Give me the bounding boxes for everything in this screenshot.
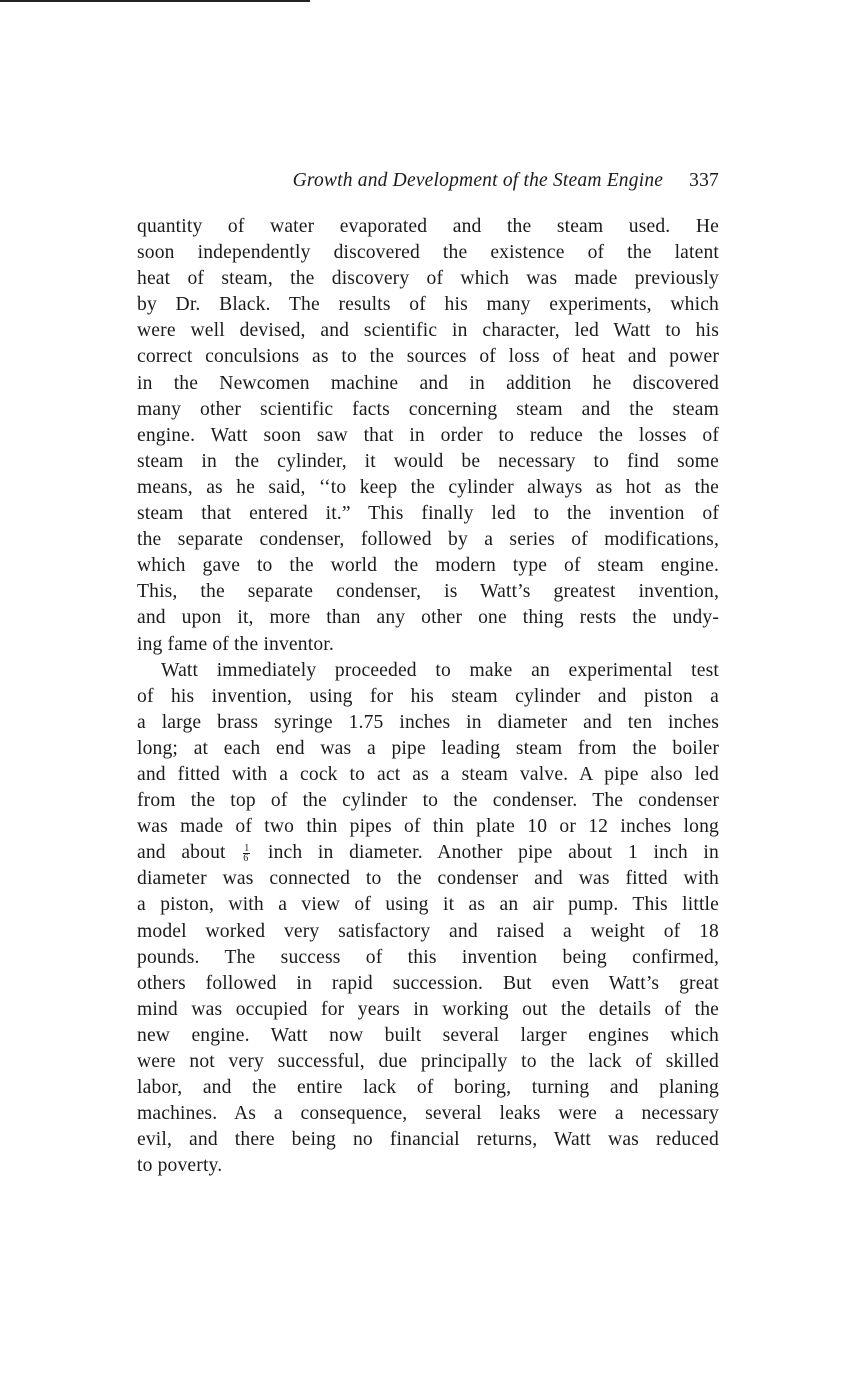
text-line: of his invention, using for his steam cylinder and piston a [137, 685, 719, 707]
text-line: engine. Watt soon saw that in order to reduce the losses of [137, 424, 719, 446]
text-line: by Dr. Black. The results of his many experiments, which [137, 294, 719, 316]
text-line: pounds. The success of this invention being confirmed, [137, 946, 719, 968]
text-line: and fitted with a cock to act as a steam valve. A pipe also led [137, 763, 719, 785]
text-line: model worked very satisfactory and raised a weight of 18 [137, 920, 719, 942]
fraction-line-before: and about [137, 842, 226, 864]
text-line: machines. As a consequence, several leaks were a necessary [137, 1103, 719, 1125]
text-line: to poverty. [137, 1155, 223, 1177]
text-line: were well devised, and scientific in character, led Watt to his [137, 320, 719, 342]
text-line: labor, and the entire lack of boring, turning and planing [137, 1077, 719, 1099]
fraction-denominator: 6 [243, 853, 249, 865]
top-border-rule [0, 0, 310, 2]
text-line: evil, and there being no financial returns, Watt was reduced [137, 1129, 719, 1151]
text-line: the separate condenser, followed by a series of modifications, [137, 529, 719, 551]
text-line: quantity of water evaporated and the steam used. He [137, 216, 719, 237]
text-line: in the Newcomen machine and in addition he discovered [137, 372, 719, 394]
text-line: mind was occupied for years in working out the details of the [137, 998, 719, 1020]
text-line: were not very successful, due principally to the lack of skilled [137, 1051, 719, 1072]
text-line: This, the separate condenser, is Watt’s greatest invention, [137, 581, 719, 603]
text-line-with-fraction [137, 840, 719, 866]
text-line: means, as he said, ‘‘to keep the cylinder always as hot as the [137, 476, 719, 498]
paragraph-2 [137, 658, 719, 1180]
text-line: was made of two thin pipes of thin plate 10 or 12 inches long [137, 816, 719, 838]
page-number: 337 [689, 170, 719, 191]
text-line: a large brass syringe 1.75 inches in diameter and ten inches [137, 711, 719, 733]
text-line: a piston, with a view of using it as an air pump. This little [137, 894, 719, 916]
text-line: from the top of the cylinder to the condenser. The condenser [137, 790, 719, 812]
paragraph-1 [137, 214, 719, 658]
one-sixth-fraction [243, 844, 250, 863]
body-text [137, 214, 719, 1179]
text-line: and upon it, more than any other one thing rests the undy- [137, 607, 719, 629]
text-line: correct conculsions as to the sources of loss of heat and power [137, 346, 719, 368]
running-head [137, 170, 719, 204]
text-line: steam in the cylinder, it would be necessary to find some [137, 450, 719, 472]
fraction-numerator: 1 [244, 843, 250, 855]
text-line: long; at each end was a pipe leading steam from the boiler [137, 737, 719, 759]
text-line: Watt immediately proceeded to make an experimental test [161, 659, 719, 681]
text-line: diameter was connected to the condenser and was fitted with [137, 868, 719, 890]
text-line: new engine. Watt now built several larger engines which [137, 1024, 719, 1046]
text-line: soon independently discovered the existence of the latent [137, 242, 719, 264]
text-line: many other scientific facts concerning steam and the steam [137, 398, 719, 420]
text-line: heat of steam, the discovery of which was made previously [137, 268, 719, 290]
text-line: steam that entered it.” This finally led to the invention of [137, 503, 719, 525]
running-title: Growth and Development of the Steam Engine [292, 170, 664, 191]
book-page [137, 170, 719, 1179]
text-line: ing fame of the inventor. [137, 633, 334, 655]
text-line: which gave to the world the modern type of steam engine. [137, 555, 719, 577]
text-line: others followed in rapid succession. But even Watt’s great [137, 972, 719, 994]
fraction-line-after: inch in diameter. Another pipe about 1 inch in [268, 842, 719, 864]
